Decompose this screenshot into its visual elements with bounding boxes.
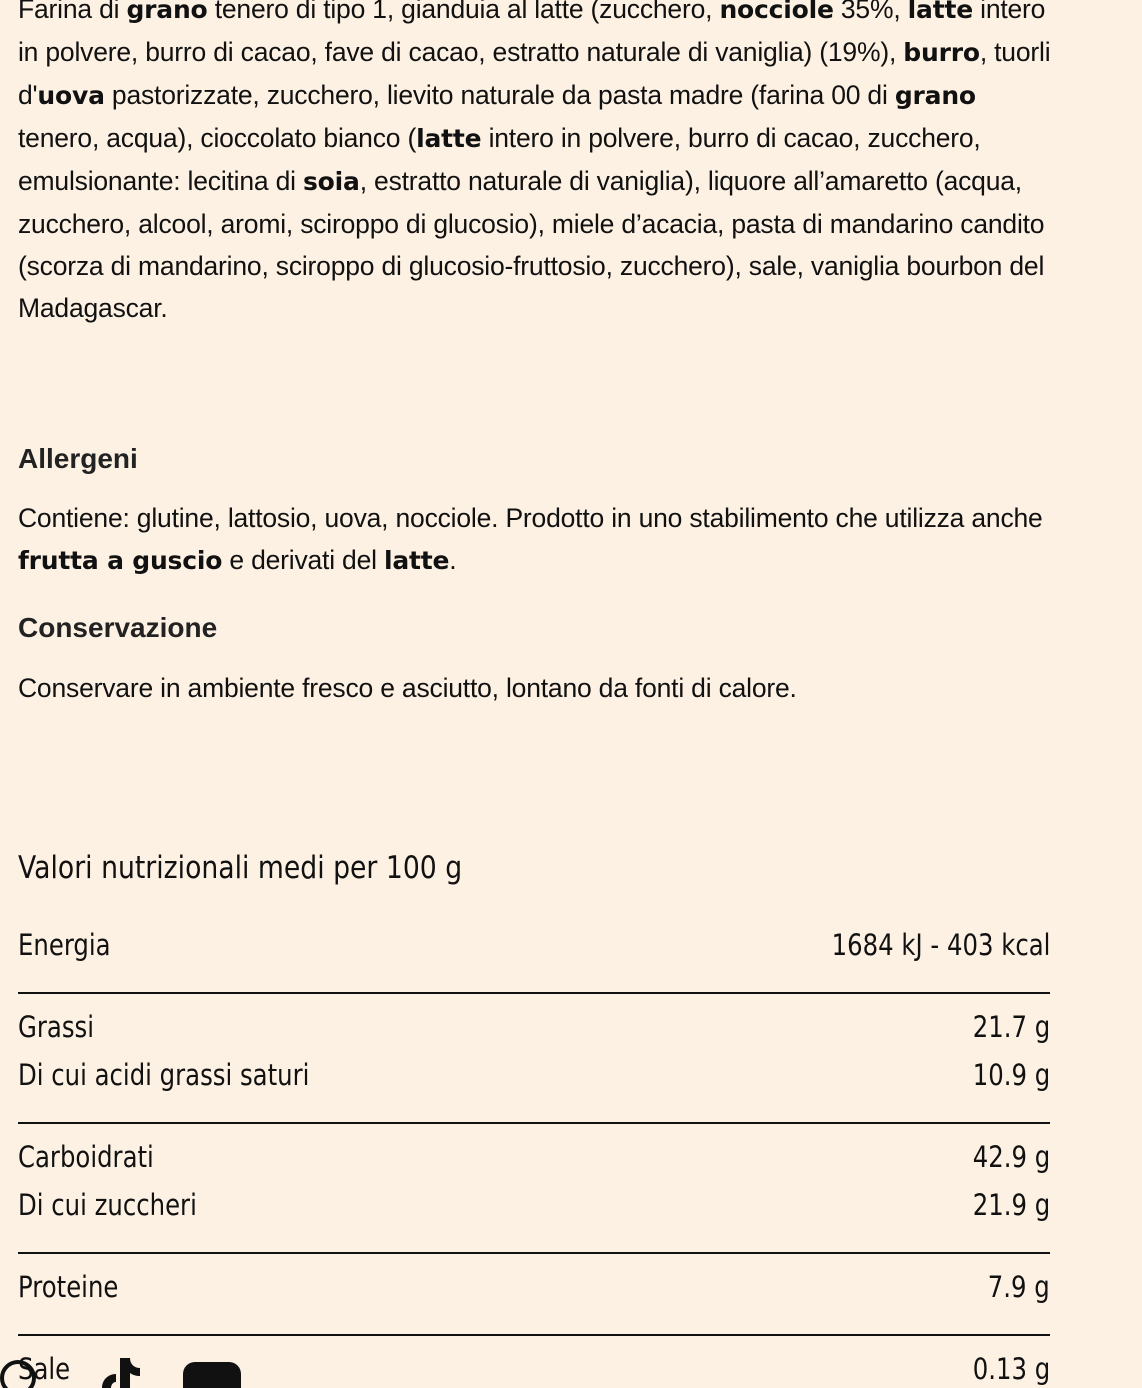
text-run: e derivati del [222,545,384,575]
nutrition-value: 10.9 g [972,1058,1050,1092]
nutrition-label: Grassi [18,1010,94,1044]
text-run: , estratto naturale di vaniglia), liquore all’amaretto (acqua, zucchero, alcool, aromi, sciroppo di glucosio), miele d’acacia, pasta di mandarino candito (scorza di mandarino, sciroppo di glucosio-fruttosio, zucchero), sale, vaniglia bourbon del Madagascar. [18,166,1045,323]
text-run: pastorizzate, zucchero, lievito naturale da pasta madre (farina 00 di [104,80,895,110]
nutrition-row-zuccheri [18,1180,1050,1228]
bold-term: latte [907,0,973,24]
nutrition-label: Sale [18,1352,71,1386]
nutrition-label: Carboidrati [18,1140,154,1174]
divider [18,992,1050,994]
bold-term: nocciole [719,0,834,24]
social-links [18,1352,258,1388]
nutrition-label: Di cui zuccheri [18,1188,197,1222]
nutrition-row-carboidrati [18,1132,1050,1180]
nutrition-label: Proteine [18,1270,119,1304]
nutrition-title: Valori nutrizionali medi per 100 g [18,850,463,886]
nutrition-row-energia [18,920,1050,968]
divider [18,1334,1050,1336]
nutrition-value: 42.9 g [972,1140,1050,1174]
text-run: Contiene: glutine, lattosio, uova, nocciole. Prodotto in uno stabilimento che utilizza anche [18,503,1043,533]
bold-term: latte [383,546,450,575]
nutrition-value: 1684 kJ - 403 kcal [831,928,1050,962]
storage-title: Conservazione [18,612,218,643]
bold-term: grano [894,81,976,110]
youtube-icon[interactable] [183,1362,241,1388]
text-run: intero in polvere, burro di cacao, zucchero, emulsionante: lecitina di [18,123,981,196]
nutrition-value: 21.9 g [972,1188,1050,1222]
bold-term: soia [303,167,360,196]
text-run: tenero, acqua), cioccolato bianco ( [18,123,417,153]
text-run: . [449,545,457,575]
bold-term: grano [126,0,208,24]
text-run: tenero di tipo 1, gianduia al latte (zucchero, [207,0,720,24]
instagram-icon[interactable] [0,1360,36,1388]
bold-term: burro [903,38,980,67]
nutrition-row-saturi [18,1050,1050,1098]
allergens-text [18,497,1058,582]
bold-term: uova [37,81,105,110]
nutrition-value: 21.7 g [972,1010,1050,1044]
ingredients-text [18,0,1058,329]
nutrition-label: Di cui acidi grassi saturi [18,1058,310,1092]
text-run: , tuorli d' [18,37,1051,110]
text-run: Farina di [18,0,127,24]
nutrition-row-proteine [18,1262,1050,1310]
text-run: 35%, [833,0,908,24]
nutrition-value: 0.13 g [972,1352,1050,1386]
divider [18,1252,1050,1254]
bold-term: frutta a guscio [18,546,223,575]
storage-text: Conservare in ambiente fresco e asciutto, lontano da fonti di calore. [18,673,797,703]
bold-term: latte [416,124,482,153]
tiktok-icon[interactable] [96,1358,146,1388]
nutrition-label: Energia [18,928,111,962]
divider [18,1122,1050,1124]
text-run: intero in polvere, burro di cacao, fave di cacao, estratto naturale di vaniglia) (19%), [18,0,1046,67]
nutrition-value: 7.9 g [988,1270,1050,1304]
allergens-title: Allergeni [18,443,138,474]
nutrition-row-grassi [18,1002,1050,1050]
